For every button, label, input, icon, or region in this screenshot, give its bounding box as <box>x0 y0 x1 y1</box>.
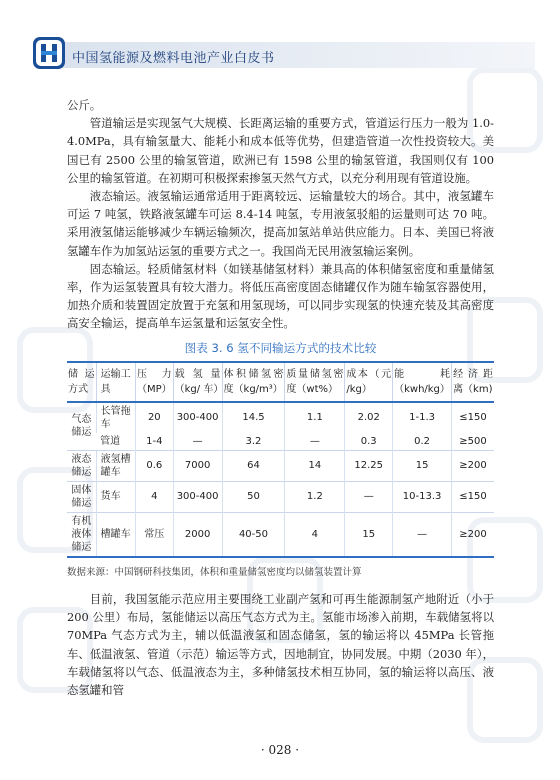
header-cell: 储运方式 <box>67 362 96 402</box>
header-cell: 经济距离（km) <box>452 362 494 402</box>
page-number: · 028 · <box>260 743 300 757</box>
table-cell: 1.1 <box>285 402 345 433</box>
table-cell: 300-400 <box>173 402 222 433</box>
header-cell: 能耗（kwh/kg） <box>393 362 452 402</box>
table-cell: — <box>173 433 222 451</box>
header-cell: 成本（元 /kg） <box>345 362 393 402</box>
table-cell: 64 <box>222 450 285 481</box>
page-content <box>67 96 494 699</box>
table-cell: 液氢槽罐车 <box>96 450 135 481</box>
header-cell: 质量储氢密度（wt%） <box>285 362 345 402</box>
table-cell: 4 <box>285 512 345 557</box>
table-cell: 固体储运 <box>67 481 96 512</box>
table-cell: 2.02 <box>345 402 393 433</box>
table-cell: 12.25 <box>345 450 393 481</box>
table-cell: ≥200 <box>452 512 494 557</box>
table-cell: 300-400 <box>173 481 222 512</box>
header-cell: 压力（MP） <box>135 362 173 402</box>
table-cell: 0.2 <box>393 433 452 451</box>
table-row <box>67 402 494 433</box>
table-cell: 1-4 <box>135 433 173 451</box>
header-cell: 体积储氢密度（kg/m³） <box>222 362 285 402</box>
paragraph-outlook: 目前，我国氢能示范应用主要围绕工业副产氢和可再生能源制氢产地附近（小于 200 公里）布局，氢能储运以高压气态方式为主。氢能市场渗入前期，车载储氢将以 70MPa 气态方式为主，辅以低温液氢和固态储氢，氢的输运将以 45MPa 长管拖车、低温液氢、管道（示范）输运等方式，因地制宜，协同发展。中期（2030 年），车载储氢将以气态、低温液态为主，多种储氢技术相互协同，氢的输运将以高压、液态氢罐和管 <box>67 592 494 698</box>
table-cell: ≤150 <box>452 481 494 512</box>
table-cell: 7000 <box>173 450 222 481</box>
table-cell: — <box>285 433 345 451</box>
table-cell: 10-13.3 <box>393 481 452 512</box>
header-cell: 载氢量（kg/ 车） <box>173 362 222 402</box>
paragraph-liquid: 液态输运。液氢输运通常适用于距离较远、运输量较大的场合。其中，液氢罐车可运 7 吨氢，铁路液氢罐车可运 8.4-14 吨氢，专用液氢驳船的运量则可达 70 吨。采用液氢储运能够减少车辆运输频次，提高加氢站单站供应能力。日本、美国已将液氢罐车作为加氢站运氢的重要方式之一。我国尚无民用液氢输运案例。 <box>67 189 494 258</box>
page-header <box>0 36 560 70</box>
table-cell: 14 <box>285 450 345 481</box>
table-cell: 货车 <box>96 481 135 512</box>
table-source-note: 数据来源：中国钢研科技集团，体积和重量储氢密度均以储氢装置计算 <box>67 566 362 578</box>
table-cell: ≥200 <box>452 450 494 481</box>
table-cell: 20 <box>135 402 173 433</box>
table-caption: 图表 3. 6 氢不同输运方式的技术比较 <box>184 340 377 355</box>
table-cell: 40-50 <box>222 512 285 557</box>
table-cell: 槽罐车 <box>96 512 135 557</box>
table-cell: 50 <box>222 481 285 512</box>
hydrogen-logo-icon <box>32 36 66 70</box>
table-cell: 15 <box>345 512 393 557</box>
table-row <box>67 433 494 451</box>
table-cell: 3.2 <box>222 433 285 451</box>
table-cell: 14.5 <box>222 402 285 433</box>
table-cell: 液态储运 <box>67 450 96 481</box>
paragraph-continued: 公斤。 <box>67 98 102 112</box>
table-cell: 15 <box>393 450 452 481</box>
table-cell: — <box>345 481 393 512</box>
table-cell: 0.3 <box>345 433 393 451</box>
table-cell: ≥500 <box>452 433 494 451</box>
table-row <box>67 512 494 557</box>
table-header-row <box>67 362 494 402</box>
table-row <box>67 450 494 481</box>
table-cell: 4 <box>135 481 173 512</box>
table-cell: 常压 <box>135 512 173 557</box>
paragraph-solid: 固态输运。轻质储氢材料（如镁基储氢材料）兼具高的体积储氢密度和重量储氢率，作为运氢装置具有较大潜力。将低压高密度固态储罐仅作为随车输氢容器使用，加热介质和装置固定放置于充氢和用氢现场，可以同步实现氢的快速充装及其高密度高安全输运，提高单车运氢量和运氢安全性。 <box>67 261 494 331</box>
table-cell: 0.6 <box>135 450 173 481</box>
table-row <box>67 481 494 512</box>
table-cell: 气态储运 <box>71 414 92 439</box>
table-cell: — <box>393 512 452 557</box>
header-cell: 运输工具 <box>96 362 135 402</box>
table-cell: 1.2 <box>285 481 345 512</box>
table-cell: 1-1.3 <box>393 402 452 433</box>
table-cell: 管道 <box>100 435 121 447</box>
table-cell: 长管拖车 <box>96 402 135 433</box>
transport-comparison-table <box>67 361 494 558</box>
table-cell: 有机液体储运 <box>67 512 96 557</box>
document-title: 中国氢能源及燃料电池产业白皮书 <box>72 51 275 66</box>
paragraph-pipeline: 管道输运是实现氢气大规模、长距离运输的重要方式，管道运行压力一般为 1.0-4.0MPa，具有输氢量大、能耗小和成本低等优势，但建造管道一次性投资较大。美国已有 2500 公里的输氢管道，欧洲已有 1598 公里的输氢管道，我国则仅有 100 公里的输氢管道。在初期可积极探索掺氢天然气方式，以充分利用现有管道设施。 <box>67 116 494 185</box>
table-cell: ≤150 <box>452 402 494 433</box>
table-cell: 2000 <box>173 512 222 557</box>
